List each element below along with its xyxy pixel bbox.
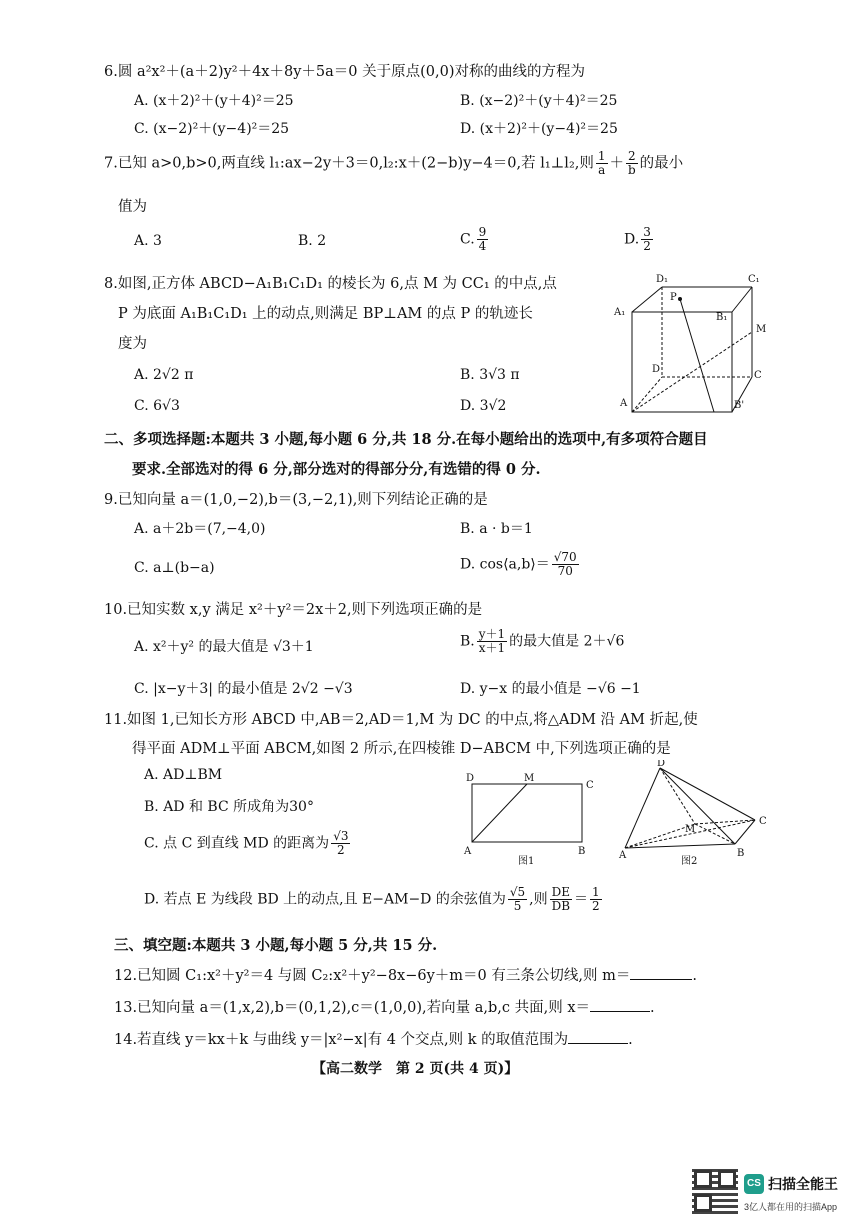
q11-option-d: D. 若点 E 为线段 BD 上的动点,且 E−AM−D 的余弦值为 $\frac{√5}{5}$ ,则 $\frac{DE}{DB}$ ＝ $\frac{1}{2}$ [144, 885, 600, 913]
q9-stem: 9.已知向量 a＝(1,0,−2),b＝(3,−2,1),则下列结论正确的是 [104, 492, 488, 508]
label-m: M [756, 324, 767, 335]
q7-option-c: C. $\frac{9}{4}$ [460, 225, 487, 253]
label-b1: B₁ [716, 312, 728, 323]
q9-option-a: A. a＋2b＝(7,−4,0) [134, 521, 266, 537]
section3-heading: 三、填空题:本题共 3 小题,每小题 5 分,共 15 分. [114, 937, 438, 954]
q8-line2: P 为底面 A₁B₁C₁D₁ 上的动点,则满足 BP⊥AM 的点 P 的轨迹长 [118, 306, 533, 322]
q7-stem: 7.已知 a>0,b>0,两直线 l₁:ax−2y＋3＝0,l₂:x＋(2−b)y−4＝0,若 l₁⊥l₂,则 $\frac{1}{a}$ ＋ $\frac{2}{b}$ 的最小 [104, 149, 684, 177]
fig2-label-b: B [737, 848, 745, 859]
label-d1: D₁ [656, 274, 669, 285]
q8-option-c: C. 6√3 [134, 398, 180, 414]
figure-2-pyramid [615, 760, 775, 872]
q10-option-c: C. |x−y＋3| 的最小值是 2√2 −√3 [134, 681, 353, 697]
q7-stem-cont: 值为 [118, 199, 147, 215]
q9-option-d: D. cos⟨a,b⟩＝ $\frac{√70}{70}$ [460, 550, 577, 578]
q8-option-b: B. 3√3 π [460, 367, 520, 383]
q11-line2: 得平面 ADM⊥平面 ABCM,如图 2 所示,在四棱锥 D−ABCM 中,下列选项正确的是 [132, 741, 671, 757]
q10-option-b: B. $\frac{y+1}{x+1}$ 的最大值是 2＋√6 [460, 627, 625, 655]
q12: 12.已知圆 C₁:x²＋y²＝4 与圆 C₂:x²＋y²−8x−6y＋m＝0 有三条公切线,则 m＝ . [114, 968, 697, 984]
q6-stem: 6.圆 a²x²＋(a＋2)y²＋4x＋8y＋5a＝0 关于原点(0,0)对称的曲线的方程为 [104, 64, 585, 80]
q9-option-b: B. a · b＝1 [460, 521, 533, 537]
q6-option-a: A. (x＋2)²＋(y＋4)²＝25 [134, 93, 294, 109]
section2-heading-line1: 二、多项选择题:本题共 3 小题,每小题 6 分,共 18 分.在每小题给出的选项中,有多项符合题目 [104, 431, 708, 448]
label-c: C [754, 370, 762, 381]
camscanner-slogan: 3亿人都在用的扫描App [744, 1202, 838, 1212]
fig2-label-d: D [657, 760, 666, 769]
segment-am-fig1 [472, 784, 527, 842]
q12-answer-blank[interactable] [630, 967, 692, 980]
q7-frac-2-over-b: $\frac{2}{b}$ [627, 149, 636, 177]
q14: 14.若直线 y＝kx＋k 与曲线 y＝|x²−x|有 4 个交点,则 k 的取值范围为 . [114, 1032, 633, 1048]
q6-option-c: C. (x−2)²＋(y−4)²＝25 [134, 121, 290, 137]
label-d: D [652, 364, 661, 375]
camscanner-logo-icon: CS [744, 1174, 764, 1194]
label-a: A [620, 398, 628, 409]
fig1-label-d: D [466, 773, 475, 784]
fig2-label-m: M [685, 824, 696, 835]
q14-answer-blank[interactable] [568, 1031, 628, 1044]
q7-option-a: A. 3 [134, 233, 162, 249]
q11-option-b: B. AD 和 BC 所成角为30° [144, 799, 314, 815]
q8-option-a: A. 2√2 π [134, 367, 194, 383]
q10-option-d: D. y−x 的最小值是 −√6 −1 [460, 681, 641, 697]
label-p: P [670, 292, 677, 303]
q6-option-d: D. (x＋2)²＋(y−4)²＝25 [460, 121, 618, 137]
fig1-caption: 图1 [518, 856, 535, 867]
q11-option-a: A. AD⊥BM [144, 767, 223, 783]
q10-stem: 10.已知实数 x,y 满足 x²＋y²＝2x＋2,则下列选项正确的是 [104, 602, 483, 618]
q10-option-a: A. x²＋y² 的最大值是 √3＋1 [134, 639, 314, 655]
qr-code [692, 1168, 738, 1214]
fig1-label-a: A [464, 846, 472, 857]
cube-figure [610, 262, 780, 422]
fig1-label-b: B [578, 846, 586, 857]
figure-1-rectangle [460, 770, 600, 868]
q8-line3: 度为 [118, 336, 147, 352]
q6-option-b: B. (x−2)²＋(y＋4)²＝25 [460, 93, 618, 109]
fig1-label-m: M [524, 773, 535, 784]
point-p [678, 297, 682, 301]
fig2-label-c: C [759, 816, 767, 827]
section2-heading-line2: 要求.全部选对的得 6 分,部分选对的得部分分,有选错的得 0 分. [132, 461, 541, 478]
q13-answer-blank[interactable] [590, 999, 650, 1012]
camscanner-name: 扫描全能王 [768, 1176, 838, 1192]
fig1-label-c: C [586, 780, 594, 791]
cube-front-face [632, 312, 732, 412]
q9-option-c: C. a⊥(b−a) [134, 560, 215, 576]
q11-option-c: C. 点 C 到直线 MD 的距离为 $\frac{√3}{2}$ [144, 829, 349, 857]
q7-frac-1-over-a: $\frac{1}{a}$ [597, 149, 606, 177]
q8-option-d: D. 3√2 [460, 398, 507, 414]
q7-option-b: B. 2 [298, 233, 327, 249]
label-b: B' [734, 400, 745, 411]
page-footer: 【高二数学 第 2 页(共 4 页)】 [312, 1061, 519, 1077]
q8-line1: 8.如图,正方体 ABCD−A₁B₁C₁D₁ 的棱长为 6,点 M 为 CC₁ 的中点,点 [104, 276, 557, 292]
label-c1: C₁ [748, 274, 760, 285]
q7-option-d: D. $\frac{3}{2}$ [624, 225, 651, 253]
q13: 13.已知向量 a＝(1,x,2),b＝(0,1,2),c＝(1,0,0),若向量 a,b,c 共面,则 x＝ . [114, 1000, 655, 1016]
label-a1: A₁ [614, 307, 626, 318]
q11-line1: 11.如图 1,已知长方形 ABCD 中,AB＝2,AD＝1,M 为 DC 的中点,将△ADM 沿 AM 折起,使 [104, 712, 698, 728]
segment-bp [680, 299, 714, 412]
fig2-label-a: A [619, 850, 627, 861]
fig2-caption: 图2 [681, 856, 698, 867]
